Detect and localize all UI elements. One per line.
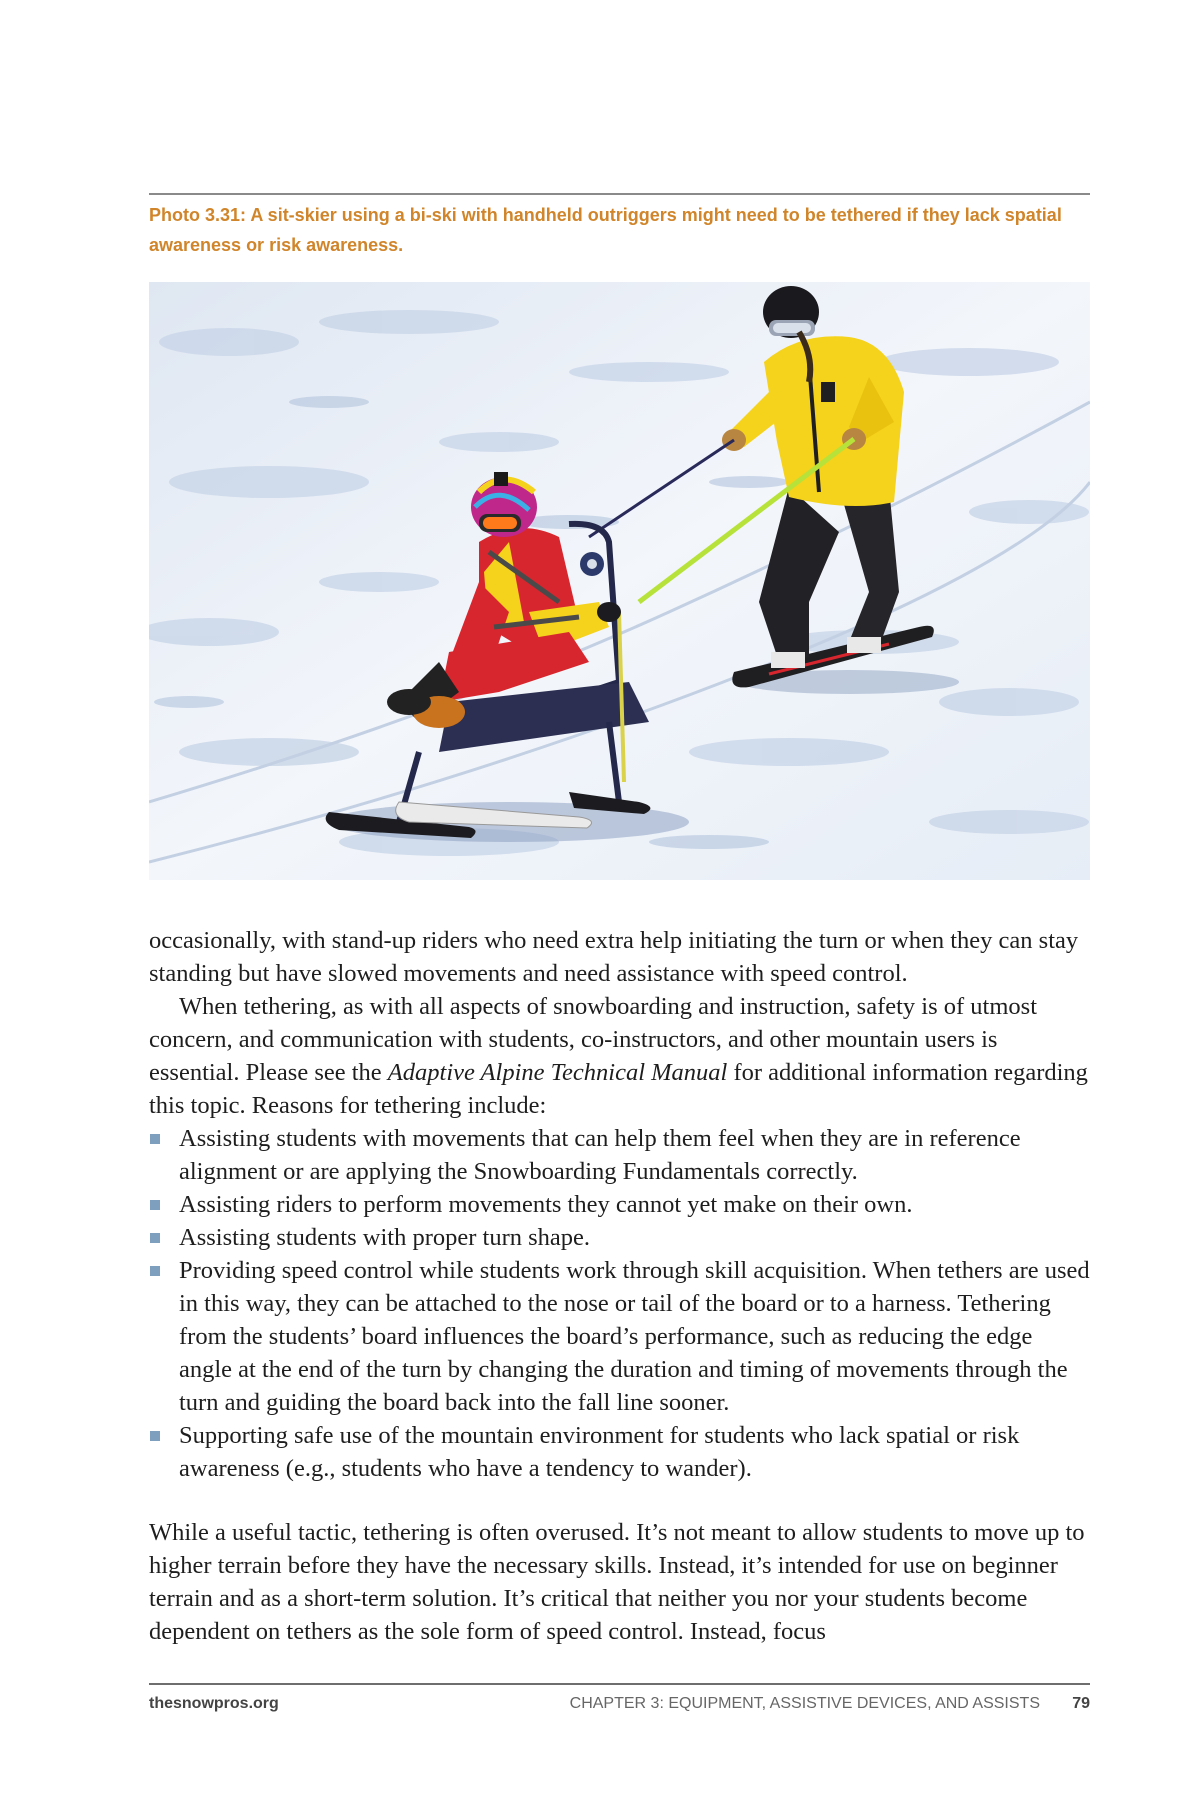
paragraph-2-text-a: When tethering, as with all aspects of snowboarding and instruction, safety is of utmost concern, and communication with students, co-instructors, and other mountain users is essential. Please see the (149, 993, 1038, 1086)
page-footer (149, 1692, 1090, 1716)
manual-title: Adaptive Alpine Technical Manual (387, 1059, 728, 1086)
footer-chapter-title: CHAPTER 3: EQUIPMENT, ASSISTIVE DEVICES, AND ASSISTS (569, 1695, 1040, 1712)
square-bullet-icon (150, 1200, 160, 1210)
list-item-text: Assisting students with movements that can help them feel when they are in reference alignment or are applying the Snowboarding Fundamentals correctly. (179, 1125, 1021, 1185)
page-number: 79 (1072, 1695, 1090, 1712)
footer-rule (149, 1683, 1090, 1685)
paragraph-gap (149, 1485, 1090, 1516)
list-item-text: Supporting safe use of the mountain environment for students who lack spatial or risk awareness (e.g., students who have a tendency to wander). (179, 1422, 1020, 1482)
square-bullet-icon (150, 1266, 160, 1276)
list-item-text: Providing speed control while students work through skill acquisition. When tethers are used in this way, they can be attached to the nose or tail of the board or to a harness. Tethering from the students’ board influences the board’s performance, such as reducing the edge angle at the end of the turn by changing the duration and timing of movements through the turn and guiding the board back into the fall line sooner. (179, 1257, 1090, 1416)
paragraph-1: occasionally, with stand-up riders who need extra help initiating the turn or when they can stay standing but have slowed movements and need assistance with speed control. (149, 927, 1079, 987)
list-item (149, 1221, 1090, 1254)
photo-caption: Photo 3.31: A sit-skier using a bi-ski with handheld outriggers might need to be tethered if they lack spatial awareness or risk awareness. (149, 205, 1062, 255)
paragraph-2 (149, 990, 1090, 1122)
list-item (149, 1419, 1090, 1485)
list-item-text: Assisting students with proper turn shape. (179, 1224, 591, 1251)
caption-top-rule (149, 193, 1090, 195)
square-bullet-icon (150, 1431, 160, 1441)
list-item (149, 1188, 1090, 1221)
list-item (149, 1122, 1090, 1188)
paragraph-2-text-b: for additional information regarding this topic. Reasons for tethering include: (149, 1059, 1088, 1119)
paragraph-3: While a useful tactic, tethering is often overused. It’s not meant to allow students to move up to higher terrain before they have the necessary skills. Instead, it’s intended for use on beginner terrain and as a short-term solution. It’s critical that neither you nor your students become dependent on tethers as the sole form of speed control. Instead, focus (149, 1519, 1085, 1645)
photo-sit-skier-tethered (149, 282, 1090, 880)
list-item (149, 1254, 1090, 1419)
square-bullet-icon (150, 1233, 160, 1243)
footer-website: thesnowpros.org (149, 1695, 279, 1712)
reasons-list (149, 1122, 1090, 1485)
body-text (149, 924, 1090, 1648)
list-item-text: Assisting riders to perform movements they cannot yet make on their own. (179, 1191, 913, 1218)
square-bullet-icon (150, 1134, 160, 1144)
